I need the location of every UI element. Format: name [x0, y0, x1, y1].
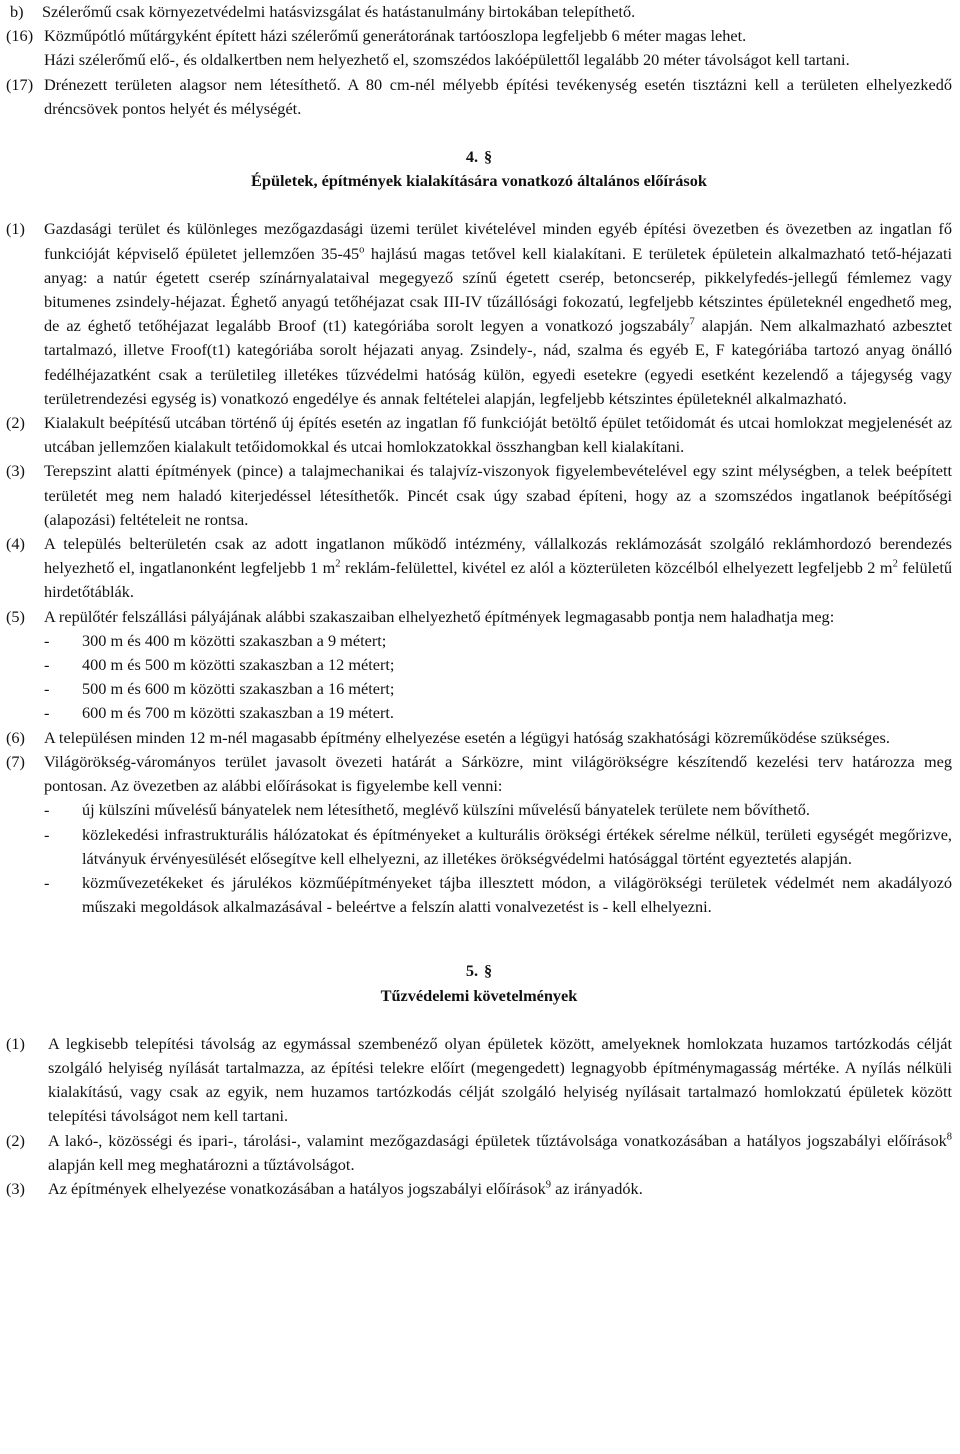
- paragraph-text: A településen minden 12 m-nél magasabb építmény elhelyezése esetén a légügyi hatóság szakhatósági közreműködése szükséges.: [44, 727, 890, 747]
- paragraph-number: (2): [6, 1130, 25, 1150]
- paragraph-text: A település belterületén csak az adott ingatlanon működő intézmény, vállalkozás reklámozását szolgáló reklámhordozó berendezés helyezhető el, ingatlanonként legfeljebb 1 $m^2$ reklám-felülettel, kivétel ez alól a közterületen közcélból elhelyezett legfeljebb 2 $m^2$ felületű hirdetőtáblák.: [44, 534, 953, 602]
- footnote-ref: 9: [545, 1179, 551, 1191]
- paragraph-16-continuation: Házi szélerőmű elő-, és oldalkertben nem helyezhető el, szomszédos lakóépülettől legalább 20 méter távolságot kell tartani.: [44, 50, 850, 70]
- paragraph-text: A lakó-, közösségi és ipari-, tárolási-, valamint mezőgazdasági épületek tűztávolsága vonatkozásában a hatályos jogszabályi előírások$^8$ alapján kell meg meghatározni a tűztávolságot.: [48, 1130, 952, 1174]
- paragraph-number: (3): [6, 461, 25, 481]
- list-item: - 500 m és 600 m közötti szakaszban a 16 métert;: [44, 679, 395, 699]
- paragraph-number: (6): [6, 727, 25, 747]
- paragraph-text: Világörökség-várományos terület javasolt övezeti határát a Sárközre, mint világörökségre készítendő kezelési terv határozza meg pontosan. Az övezetben az alábbi előírásokat is figyelembe kell venni:: [44, 751, 952, 796]
- list-item: - közlekedési infrastrukturális hálózatokat és építményeket a kulturális örökségi értékek sérelme nélkül, területi egységét megőrizve, látványuk érvényesülését elősegítve kell elhelyezni, az illetékes örökségvédelmi hatósággal történt egyeztetés alapján.: [44, 824, 952, 868]
- section-4-paragraph-3: [6, 459, 952, 532]
- section-4-paragraph-2: [6, 411, 952, 459]
- paragraph-text: A legkisebb telepítési távolság az egymással szembenéző olyan épületek között, amelyeknek homlokzata huzamos tartózkodás célját szolgáló helyiség nyílását tartalmazza, az építési telekre előírt (megengedett) legnagyobb építménymagasság mértéke. A nyílás nélküli kialakítású, vagy csak az egyik, nem huzamos tartózkodás célját szolgáló helyiség nyílásait tartalmazó homlokzatú épületek között telepítési távolságot nem kell tartani.: [48, 1033, 952, 1126]
- list-item: - új külszíni művelésű bányatelek nem létesíthető, meglévő külszíni művelésű bányatelek területe nem bővíthető.: [44, 800, 810, 820]
- degree-superscript: o: [359, 244, 365, 256]
- section-4-paragraph-4: [6, 532, 952, 605]
- section-5-number: [6, 959, 952, 983]
- paragraph-text: Gazdasági terület és különleges mezőgazdasági üzemi terület kivételével minden egyéb építési övezetben és övezetben az ingatlan fő funkcióját képviselő épületet jellemzően 35-45$^o$ hajlású magas tetővel kell kialakítani. E területek épületein alkalmazható tető-héjazati anyag: a natúr égetett cserép színárnyalataival megegyező színű égetett cserép, betoncserép, pikkelyfedés-jellegű fémlemez vagy bitumenes zsindely-héjazat. Éghető anyagú tetőhéjazat csak III-IV tűzállósági fokozatú, legfeljebb kétszintes épületeknél engedhető meg, de az éghető tetőhéjazat legalább Broof (t1) kategóriába sorolt legyen a vonatkozó jogszabály$^7$ alapján. Nem alkalmazható azbesztet tartalmazó, illetve Froof(t1) kategóriába sorolt héjazati anyag. Zsindely-, nád, szalma és egyéb E, F kategóriába tartozó anyag önálló fedélhéjazatként csak a területileg illetékes tűzvédelmi hatóság külön, egyedi esetekre (egyedi esetként kezelendő a tájegység vagy területrendezési egység is) vonatkozó engedélye és annak feltételei alapján, legfeljebb kétszintes épületeknél alkalmazható.: [44, 219, 953, 408]
- section-symbol: §: [484, 961, 493, 981]
- section-4-paragraph-7: [6, 750, 952, 798]
- list-item: - 600 m és 700 m közötti szakaszban a 19 métert.: [44, 703, 394, 723]
- paragraph-number: (4): [6, 534, 25, 554]
- paragraph-number: (3): [6, 1178, 25, 1198]
- paragraph-text: Közműpótló műtárgyként épített házi szélerőmű generátorának tartóoszlopa legfeljebb 6 méter magas lehet.: [44, 26, 747, 46]
- footnote-ref: 7: [689, 316, 695, 328]
- paragraph-number: (17): [6, 74, 34, 94]
- footnote-ref: 8: [946, 1131, 952, 1143]
- paragraph-number: (2): [6, 413, 25, 433]
- paragraph-number: (1): [6, 1033, 25, 1053]
- section-4-title: Épületek, építmények kialakítására vonatkozó általános előírások: [251, 171, 707, 191]
- section-4-paragraph-5: [6, 605, 952, 629]
- paragraph-text: A repülőtér felszállási pályájának alábbi szakaszaiban elhelyezhető építmények legmagasabb pontja nem haladhatja meg:: [44, 606, 835, 626]
- superscript-2: 2: [335, 558, 341, 570]
- list-item-b: [6, 0, 952, 24]
- list-item: - 400 m és 500 m közötti szakaszban a 12 métert;: [44, 655, 395, 675]
- superscript-2: 2: [892, 558, 898, 570]
- paragraph-text: Kialakult beépítésű utcában történő új építés esetén az ingatlan fő funkcióját betöltő épület tetőidomát és utcai homlokzat megjelenését az utcában jellemzően kialakult tetőidomokkal és utcai homlokzatokkal összhangban kell kialakítani.: [44, 413, 952, 457]
- section-symbol: §: [484, 147, 493, 167]
- paragraph-number: (16): [6, 26, 34, 46]
- list-item: - 300 m és 400 m közötti szakaszban a 9 métert;: [44, 630, 387, 650]
- paragraph-17: [6, 73, 952, 121]
- list-item: - közművezetékeket és járulékos közműépítményeket tájba illesztett módon, a világörökségi területek védelmét nem akadályozó műszaki megoldások alkalmazásával - beleértve a felszín alatti vonalvezetést is - kell elhelyezni.: [44, 872, 952, 917]
- section-5-title: Tűzvédelemi követelmények: [380, 985, 578, 1005]
- section-4-paragraph-6: [6, 726, 952, 750]
- paragraph-number: (5): [6, 606, 25, 626]
- section-5-paragraph-2: [6, 1129, 952, 1177]
- section-5-paragraph-3: [6, 1177, 952, 1201]
- paragraph-16: [6, 24, 952, 48]
- section-4-number: [6, 145, 952, 169]
- paragraph-number: (1): [6, 219, 25, 239]
- section-number: 4.: [465, 147, 479, 167]
- paragraph-text: Az építmények elhelyezése vonatkozásában a hatályos jogszabályi előírások$^9$ az irányadók.: [48, 1178, 643, 1198]
- section-number: 5.: [465, 961, 479, 981]
- paragraph-number: (7): [6, 751, 25, 771]
- section-5-paragraph-1: [6, 1032, 952, 1129]
- item-marker: b): [10, 2, 24, 21]
- paragraph-text: Terepszint alatti építmények (pince) a talajmechanikai és talajvíz-viszonyok figyelembevételével egy szint mélységben, a telek beépített területét meg nem haladó kiterjedéssel létesíthetők. Pincét csak úgy szabad építeni, hogy az a szomszédos ingatlanok beépítőségi (alapozási) feltételeit ne rontsa.: [44, 461, 952, 529]
- item-text: Szélerőmű csak környezetvédelmi hatásvizsgálat és hatástanulmány birtokában telepíthető.: [42, 2, 636, 21]
- paragraph-text: Drénezett területen alagsor nem létesíthető. A 80 cm-nél mélyebb építési tevékenység esetén tisztázni kell a területen elhelyezkedő dréncsövek pontos helyét és mélységét.: [44, 74, 952, 118]
- section-4-paragraph-1: [6, 217, 952, 411]
